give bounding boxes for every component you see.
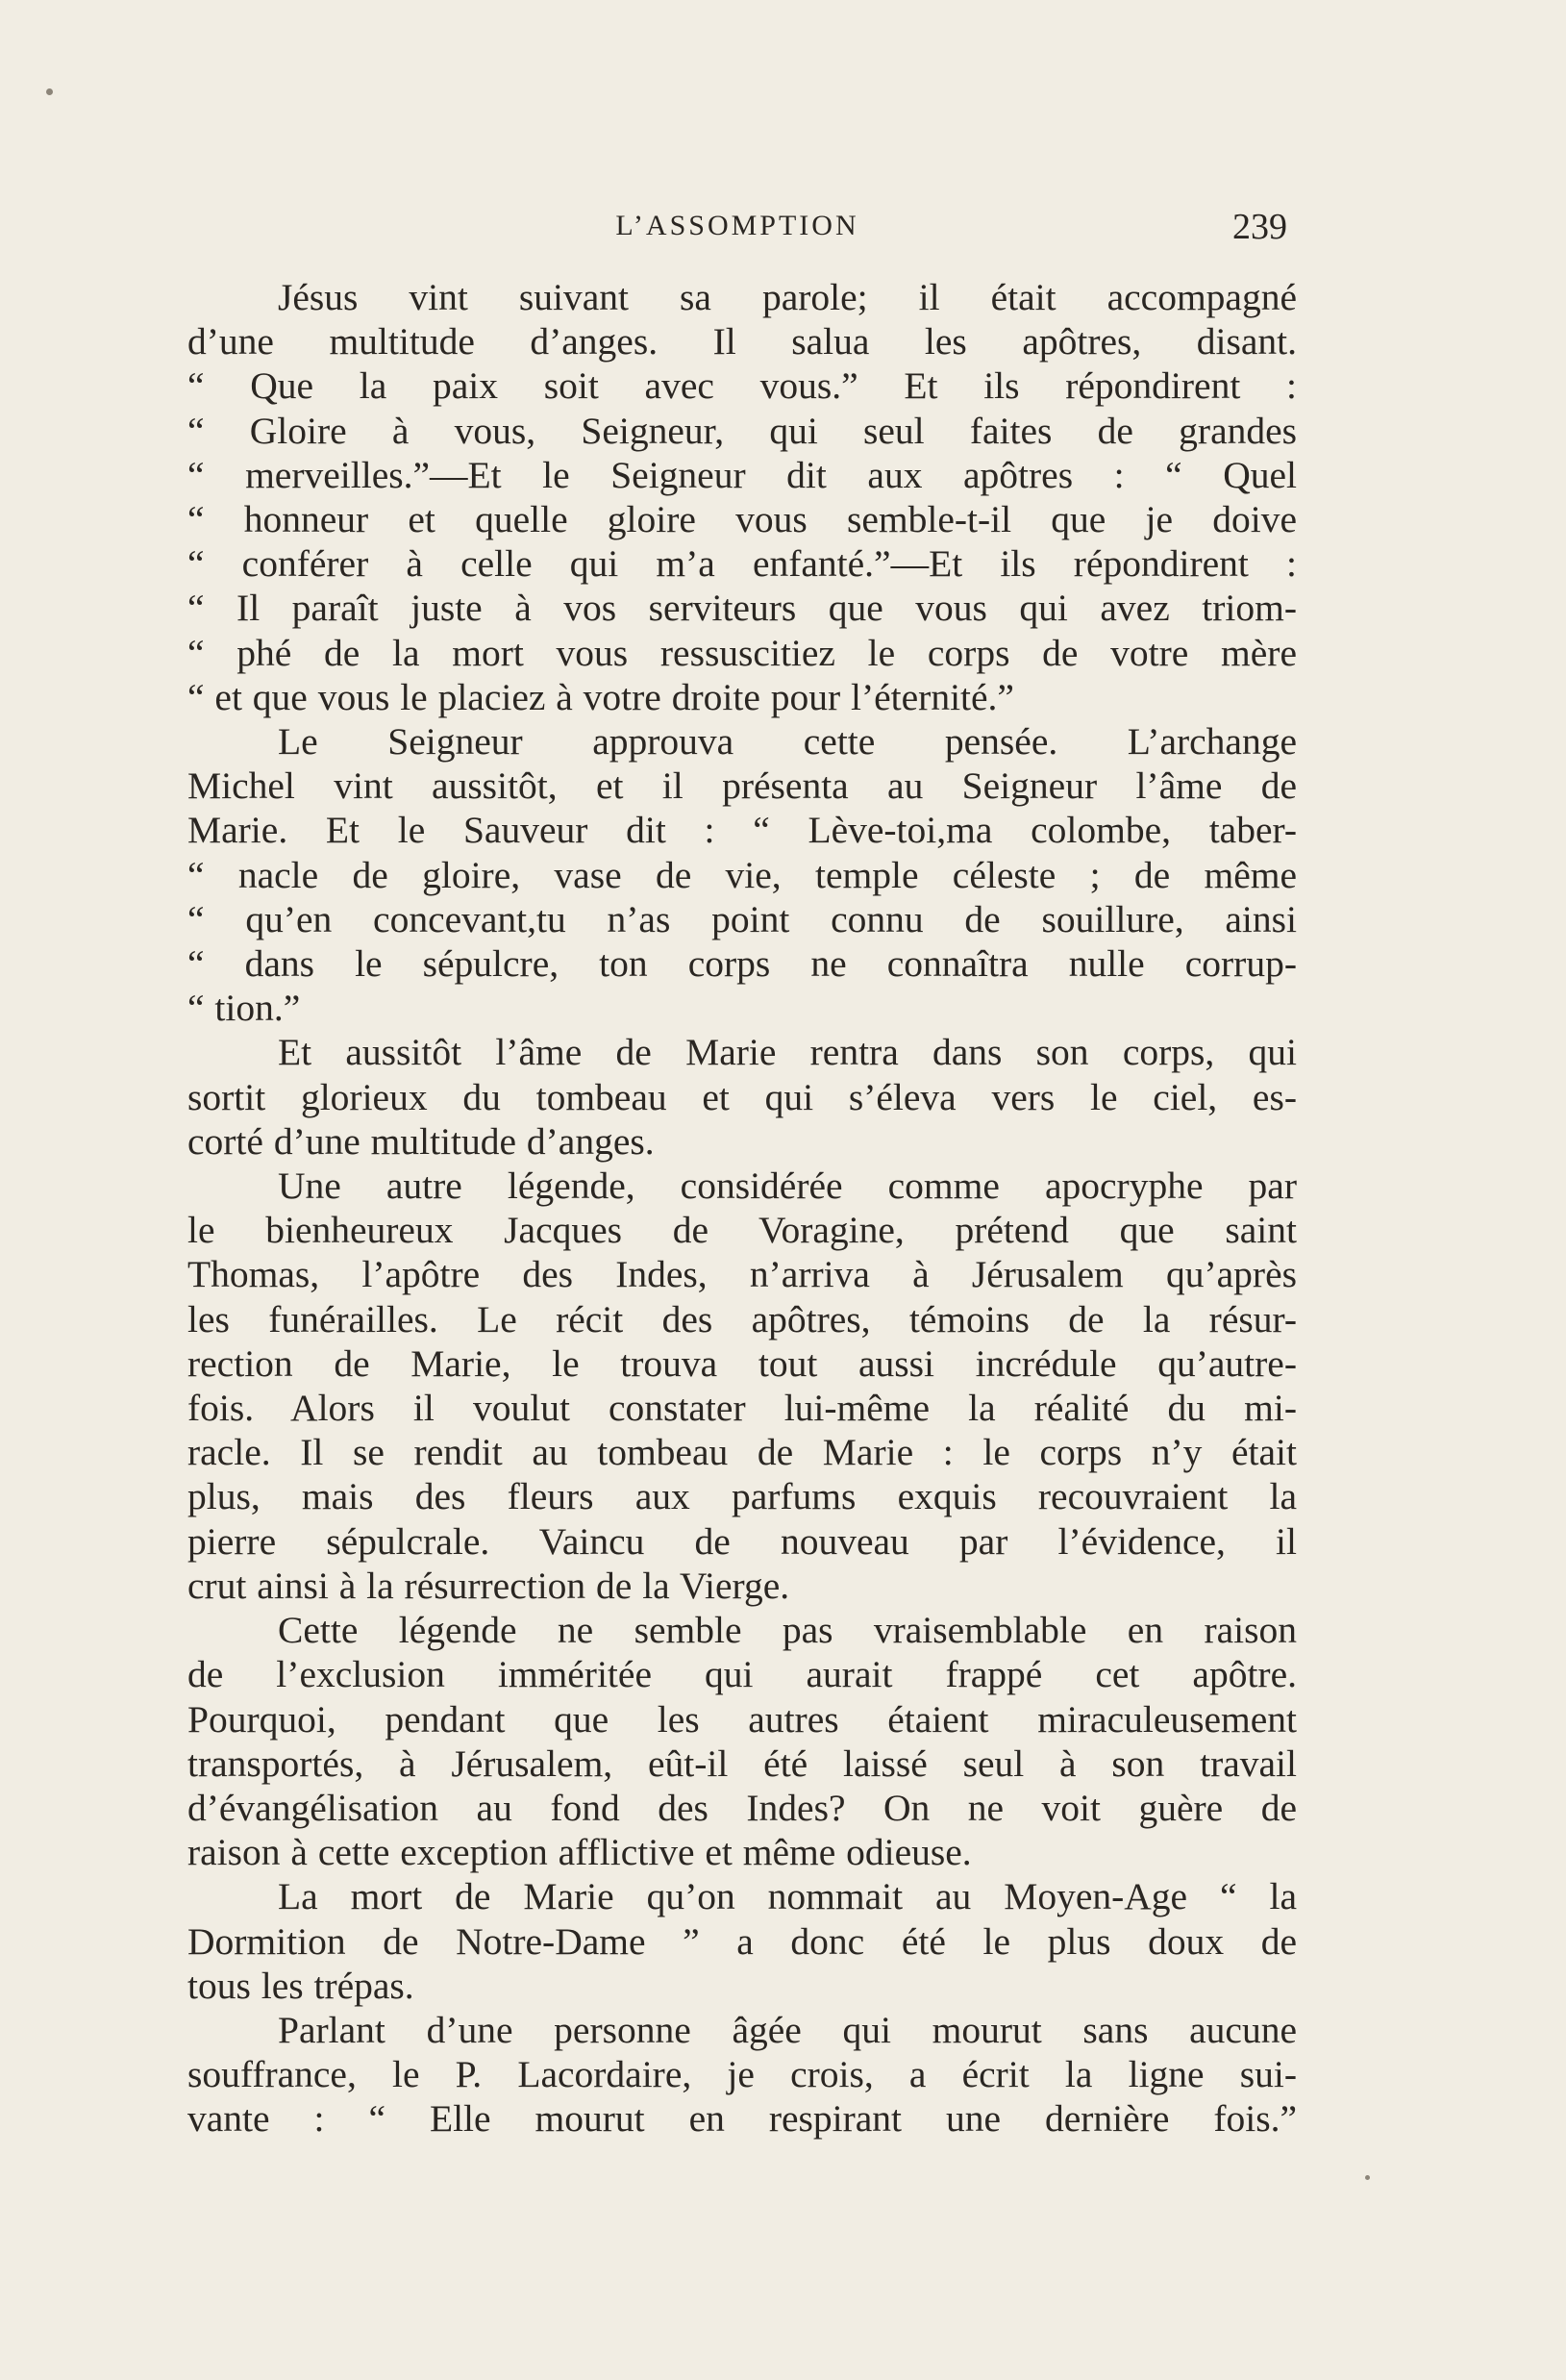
text-line: “ nacle de gloire, vase de vie, temple céleste ; de même [187,853,1297,896]
text-line: La mort de Marie qu’on nommait au Moyen-Age “ la [278,1875,1297,1918]
text-line: Une autre légende, considérée comme apocryphe par [278,1165,1297,1208]
text-line: “ qu’en concevant,tu n’as point connu de souillure, ainsi [187,897,1297,940]
text-line: Marie. Et le Sauveur dit : “ Lève-toi,ma colombe, taber- [187,809,1297,852]
text-line: Parlant d’une personne âgée qui mourut sans aucune [278,2008,1297,2051]
page-header [187,202,1287,256]
text-line: Michel vint aussitôt, et il présenta au Seigneur l’âme de [187,764,1297,808]
text-line: Thomas, l’apôtre des Indes, n’arriva à Jérusalem qu’après [187,1253,1297,1296]
text-line: d’évangélisation au fond des Indes? On ne voit guère de [187,1786,1297,1829]
text-line: “ merveilles.”—Et le Seigneur dit aux apôtres : “ Quel [187,453,1297,496]
text-line: “ tion.” [187,987,301,1030]
text-line: “ phé de la mort vous ressuscitiez le corps de votre mère [187,631,1297,674]
text-line: corté d’une multitude d’anges. [187,1119,655,1163]
text-line: souffrance, le P. Lacordaire, je crois, a écrit la ligne sui- [187,2053,1297,2096]
text-line: tous les trépas. [187,1964,414,2007]
paper-speck [46,88,53,95]
text-line: Le Seigneur approuva cette pensée. L’archange [278,720,1297,764]
text-line: “ Il paraît juste à vos serviteurs que vous qui avez triom- [187,587,1297,630]
text-line: transportés, à Jérusalem, eût-il été laissé seul à son travail [187,1741,1297,1785]
text-line: Dormition de Notre-Dame ” a donc été le plus doux de [187,1919,1297,1963]
text-line: sortit glorieux du tombeau et qui s’éleva vers le ciel, es- [187,1075,1297,1118]
page-number: 239 [1232,207,1287,247]
text-line: “ Gloire à vous, Seigneur, qui seul faites de grandes [187,409,1297,452]
text-line: plus, mais des fleurs aux parfums exquis recouvraient la [187,1475,1297,1518]
text-line: les funérailles. Le récit des apôtres, témoins de la résur- [187,1297,1297,1340]
text-line: de l’exclusion imméritée qui aurait frappé cet apôtre. [187,1653,1297,1696]
text-line: le bienheureux Jacques de Voragine, prétend que saint [187,1209,1297,1252]
text-line: “ dans le sépulcre, ton corps ne connaîtra nulle corrup- [187,942,1297,986]
body-text [187,275,1297,2142]
text-line: d’une multitude d’anges. Il salua les apôtres, disant. [187,320,1297,363]
text-line: raison à cette exception afflictive et même odieuse. [187,1831,972,1874]
text-line: fois. Alors il voulut constater lui-même la réalité du mi- [187,1387,1297,1430]
text-line: Jésus vint suivant sa parole; il était accompagné [278,276,1297,318]
text-line: rection de Marie, le trouva tout aussi incrédule qu’autre- [187,1341,1297,1385]
text-line: “ et que vous le placiez à votre droite pour l’éternité.” [187,675,1014,718]
text-line: Et aussitôt l’âme de Marie rentra dans son corps, qui [278,1031,1297,1074]
text-line: “ conférer à celle qui m’a enfanté.”—Et ils répondirent : [187,542,1297,586]
text-line: racle. Il se rendit au tombeau de Marie : le corps n’y était [187,1431,1297,1474]
paper-speck [1365,2175,1370,2180]
text-line: “ Que la paix soit avec vous.” Et ils répondirent : [187,364,1297,408]
text-line: Cette légende ne semble pas vraisemblable en raison [278,1609,1297,1652]
text-line: vante : “ Elle mourut en respirant une dernière fois.” [187,2097,1297,2141]
text-line: Pourquoi, pendant que les autres étaient miraculeusement [187,1697,1297,1741]
text-line: crut ainsi à la résurrection de la Vierge. [187,1564,790,1607]
text-line: “ honneur et quelle gloire vous semble-t-il que je doive [187,498,1297,541]
running-title: L’ASSOMPTION [615,210,859,241]
text-line: pierre sépulcrale. Vaincu de nouveau par l’évidence, il [187,1519,1297,1563]
